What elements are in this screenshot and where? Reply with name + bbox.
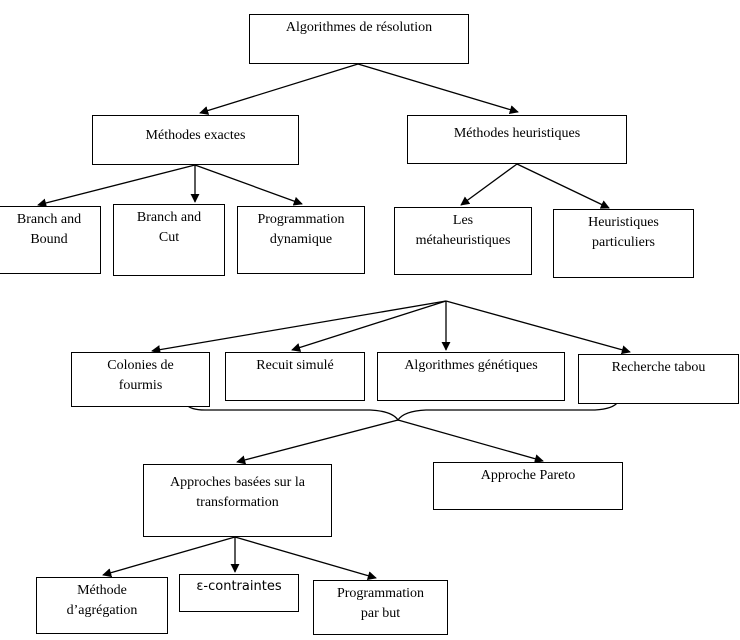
arrow-exact-to-bnb [38, 165, 195, 205]
dynamic-programming-label: Programmation dynamique [257, 212, 345, 248]
metaheuristics-node [394, 207, 532, 275]
aggregation-method-node [36, 577, 168, 634]
branch-and-cut-label: Branch and Cut [136, 210, 202, 246]
particular-heuristics-label: Heuristiques particuliers [588, 215, 659, 251]
arrow-root-to-exact [200, 64, 358, 113]
root-node [249, 14, 469, 64]
grouping-brace [186, 402, 618, 420]
heuristic-methods-node [407, 115, 627, 164]
arrow-heuristic-to-particular [517, 164, 609, 208]
tabu-search-label: Recherche tabou [611, 360, 706, 375]
arrow-transformation-to-goal [235, 537, 376, 578]
root-node-label: Algorithmes de résolution [285, 20, 433, 35]
arrow-meta-to-tabu [446, 301, 630, 352]
transformation-approaches-label: Approches basées sur la transformation [170, 475, 305, 511]
tabu-search-node [578, 354, 739, 404]
goal-programming-node [313, 580, 448, 635]
pareto-approach-label: Approche Pareto [480, 468, 576, 483]
branch-and-bound-label: Branch and Bound [16, 212, 82, 248]
simulated-annealing-node [225, 352, 365, 401]
epsilon-constraints-node [179, 574, 299, 612]
ant-colony-label: Colonies de fourmis [107, 358, 174, 394]
ant-colony-node [71, 352, 210, 407]
arrow-meta-to-sa [292, 301, 446, 350]
genetic-algorithms-label: Algorithmes génétiques [404, 358, 538, 373]
arrow-brace-to-pareto [398, 420, 543, 461]
pareto-approach-node [433, 462, 623, 510]
simulated-annealing-label: Recuit simulé [256, 358, 334, 373]
branch-and-bound-node [0, 206, 101, 274]
arrow-brace-to-transformation [237, 420, 398, 462]
exact-methods-label: Méthodes exactes [145, 128, 246, 143]
genetic-algorithms-node [377, 352, 565, 401]
arrow-heuristic-to-meta [461, 164, 517, 205]
branch-and-cut-node [113, 204, 225, 276]
aggregation-method-label: Méthode d’agrégation [66, 583, 138, 619]
transformation-approaches-node [143, 464, 332, 537]
dynamic-programming-node [237, 206, 365, 274]
arrow-transformation-to-aggregation [103, 537, 235, 575]
exact-methods-node [92, 115, 299, 165]
epsilon-constraints-label: ε-contraintes [196, 579, 282, 594]
metaheuristics-label: Les métaheuristiques [415, 213, 511, 249]
heuristic-methods-label: Méthodes heuristiques [453, 126, 581, 141]
goal-programming-label: Programmation par but [336, 586, 425, 622]
particular-heuristics-node [553, 209, 694, 278]
arrow-root-to-heuristic [358, 64, 518, 112]
arrow-exact-to-dp [195, 165, 302, 204]
arrow-meta-to-aco [152, 301, 446, 351]
